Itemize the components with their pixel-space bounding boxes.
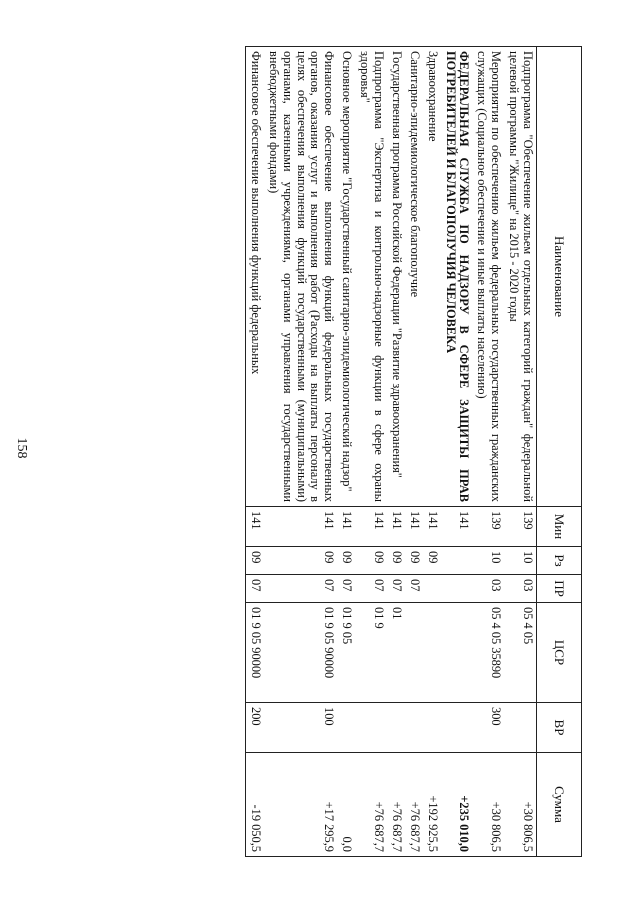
cell-sum: +17 295,9 — [264, 753, 337, 857]
table-row — [337, 47, 355, 857]
cell-vr — [504, 703, 536, 753]
cell-rz: 09 — [423, 547, 441, 575]
cell-min: 141 — [245, 507, 263, 547]
cell-csr: 01 9 05 — [337, 603, 355, 703]
cell-min: 141 — [441, 507, 473, 547]
table-row — [504, 47, 536, 857]
cell-csr: 05 4 05 — [504, 603, 536, 703]
cell-csr: 01 9 — [355, 603, 387, 703]
table-row — [245, 47, 263, 857]
cell-pr — [441, 575, 473, 603]
cell-rz: 10 — [504, 547, 536, 575]
cell-rz: 09 — [405, 547, 423, 575]
cell-csr — [423, 603, 441, 703]
cell-sum: +235 010,0 — [441, 753, 473, 857]
table-row — [264, 47, 337, 857]
cell-name: Мероприятия по обеспечению жильем федеральных государственных гражданских служащих (Социальное обеспечение и иные выплаты населению) — [472, 47, 504, 507]
cell-pr — [423, 575, 441, 603]
cell-sum: +30 806,5 — [472, 753, 504, 857]
cell-pr: 07 — [405, 575, 423, 603]
cell-csr: 01 — [387, 603, 405, 703]
cell-rz: 09 — [245, 547, 263, 575]
cell-pr: 07 — [387, 575, 405, 603]
rotated-page-content — [62, 46, 582, 856]
table-row — [387, 47, 405, 857]
cell-sum: +192 925,5 — [423, 753, 441, 857]
cell-rz: 09 — [355, 547, 387, 575]
table-row — [472, 47, 504, 857]
cell-csr: 01 9 05 90000 — [245, 603, 263, 703]
header-name: Наименование — [537, 47, 582, 507]
cell-rz — [441, 547, 473, 575]
cell-rz: 09 — [264, 547, 337, 575]
cell-name: ФЕДЕРАЛЬНАЯ СЛУЖБА ПО НАДЗОРУ В СФЕРЕ ЗАЩИТЫ ПРАВ ПОТРЕБИТЕЛЕЙ И БЛАГОПОЛУЧИЯ ЧЕЛОВЕКА — [441, 47, 473, 507]
header-pr: ПР — [537, 575, 582, 603]
cell-csr: 05 4 05 35890 — [472, 603, 504, 703]
cell-name: Санитарно-эпидемиологическое благополучие — [405, 47, 423, 507]
header-sum: Сумма — [537, 753, 582, 857]
cell-name: Финансовое обеспечение выполнения функций федеральных государственных органов, оказания услуг и выполнения работ (Расходы на выплаты персоналу в целях обеспечения выполнения функций государственными (муниципальными) органами, казенными учреждениями, органами управления государственными внебюджетными фондами) — [264, 47, 337, 507]
table-row — [405, 47, 423, 857]
cell-csr — [405, 603, 423, 703]
header-min: Мин — [537, 507, 582, 547]
cell-min: 141 — [405, 507, 423, 547]
cell-vr — [337, 703, 355, 753]
cell-csr: 01 9 05 90000 — [264, 603, 337, 703]
table-row — [423, 47, 441, 857]
cell-min: 141 — [337, 507, 355, 547]
cell-sum: -19 050,5 — [245, 753, 263, 857]
cell-rz: 09 — [387, 547, 405, 575]
cell-min: 141 — [264, 507, 337, 547]
cell-csr — [441, 603, 473, 703]
cell-name: Государственная программа Российской Федерации "Развитие здравоохранения" — [387, 47, 405, 507]
cell-name: Подпрограмма "Обеспечение жильем отдельных категорий граждан" федеральной целевой программы "Жилище" на 2015 - 2020 годы — [504, 47, 536, 507]
cell-vr: 300 — [472, 703, 504, 753]
cell-vr — [355, 703, 387, 753]
header-csr: ЦСР — [537, 603, 582, 703]
cell-min: 141 — [423, 507, 441, 547]
cell-sum: +76 687,7 — [405, 753, 423, 857]
cell-min: 139 — [504, 507, 536, 547]
cell-pr: 03 — [472, 575, 504, 603]
table-row — [355, 47, 387, 857]
cell-rz: 10 — [472, 547, 504, 575]
cell-name: Финансовое обеспечение выполнения функций федеральных — [245, 47, 263, 507]
cell-vr — [423, 703, 441, 753]
table-row — [441, 47, 473, 857]
cell-name: Здравоохранение — [423, 47, 441, 507]
cell-pr: 07 — [264, 575, 337, 603]
cell-pr: 03 — [504, 575, 536, 603]
cell-name: Основное мероприятие "Государственный санитарно-эпидемиологический надзор" — [337, 47, 355, 507]
header-vr: ВР — [537, 703, 582, 753]
cell-sum: +76 687,7 — [355, 753, 387, 857]
cell-name: Подпрограмма "Экспертиза и контрольно-надзорные функции в сфере охраны здоровья" — [355, 47, 387, 507]
cell-vr — [405, 703, 423, 753]
cell-rz: 09 — [337, 547, 355, 575]
cell-vr — [441, 703, 473, 753]
cell-min: 139 — [472, 507, 504, 547]
cell-vr — [387, 703, 405, 753]
cell-min: 141 — [387, 507, 405, 547]
cell-sum: 0,0 — [337, 753, 355, 857]
cell-min: 141 — [355, 507, 387, 547]
cell-pr: 07 — [245, 575, 263, 603]
cell-sum: +30 806,5 — [504, 753, 536, 857]
cell-vr: 200 — [245, 703, 263, 753]
budget-table — [245, 46, 582, 857]
cell-vr: 100 — [264, 703, 337, 753]
cell-pr: 07 — [337, 575, 355, 603]
table-header-row — [537, 47, 582, 857]
page-number: 158 — [14, 437, 29, 459]
cell-sum: +76 687,7 — [387, 753, 405, 857]
header-rz: Рз — [537, 547, 582, 575]
cell-pr: 07 — [355, 575, 387, 603]
